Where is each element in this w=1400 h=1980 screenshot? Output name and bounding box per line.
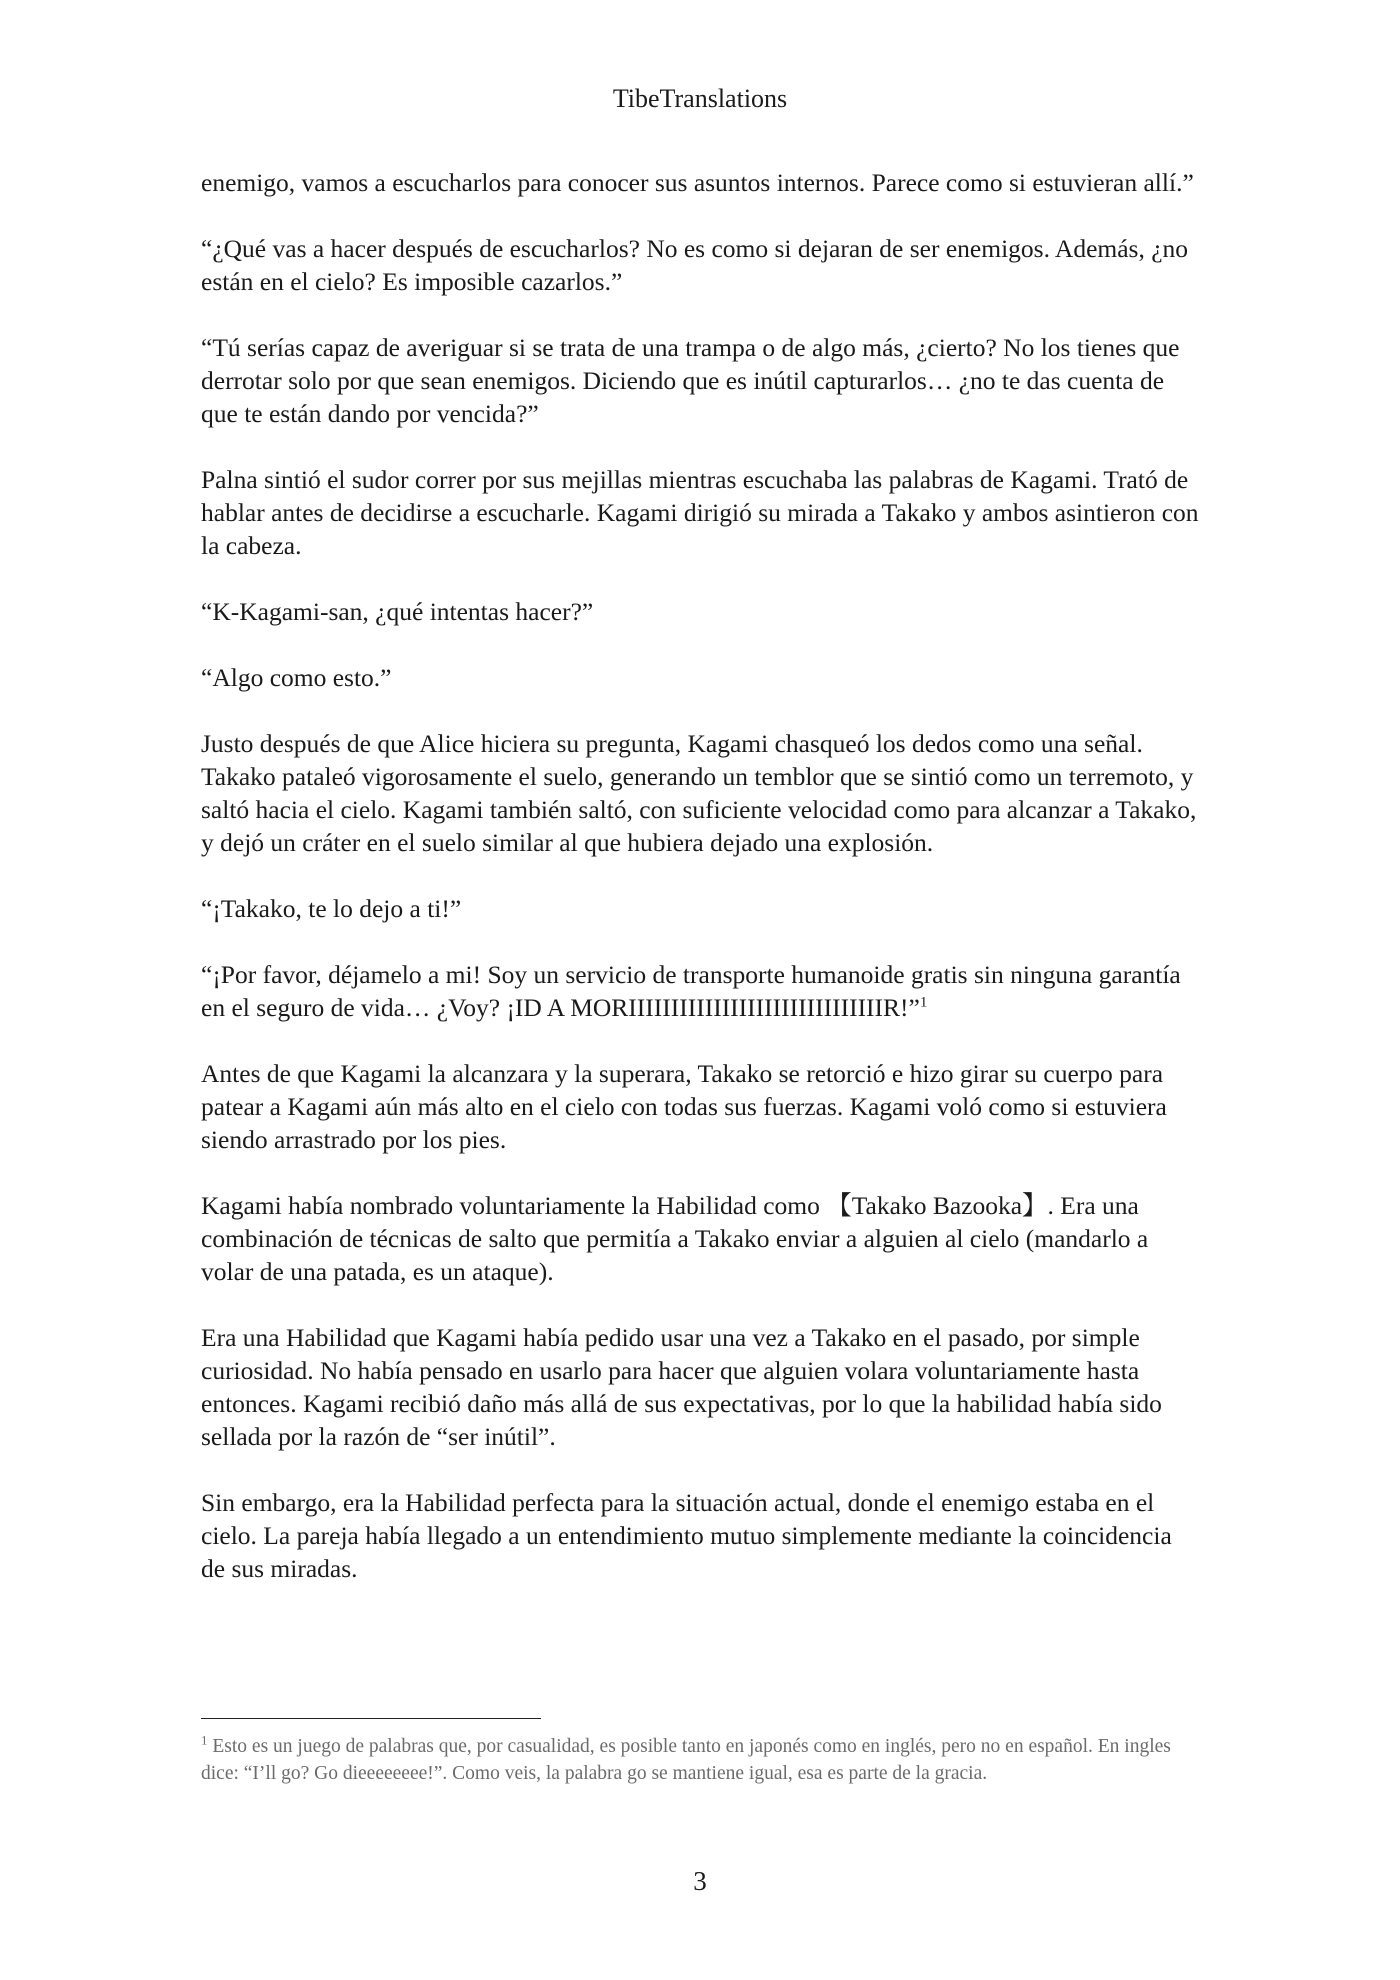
footnote (201, 1733, 1201, 1787)
paragraph: enemigo, vamos a escucharlos para conocer sus asuntos internos. Parece como si estuvieran allí.” (201, 168, 1194, 197)
paragraph: Sin embargo, era la Habilidad perfecta para la situación actual, donde el enemigo estaba en el cielo. La pareja había llegado a un entendimiento mutuo simplemente mediante la coincidencia de sus miradas. (201, 1488, 1172, 1583)
footnote-number: 1 (201, 1732, 208, 1748)
paragraph-text: “¡Por favor, déjamelo a mi! Soy un servicio de transporte humanoide gratis sin ninguna garantía en el seguro de vida… ¿Voy? ¡ID A MORIIIIIIIIIIIIIIIIIIIIIIIIIIIIIIR!” (201, 960, 1181, 1022)
paragraph: “Algo como esto.” (201, 663, 392, 692)
paragraph: Antes de que Kagami la alcanzara y la superara, Takako se retorció e hizo girar su cuerpo para patear a Kagami aún más alto en el cielo con todas sus fuerzas. Kagami voló como si estuviera siendo arrastrado por los pies. (201, 1059, 1167, 1154)
paragraph: Kagami había nombrado voluntariamente la Habilidad como 【Takako Bazooka】. Era una combinación de técnicas de salto que permitía a Takako enviar a alguien al cielo (mandarlo a volar de una patada, es un ataque). (201, 1191, 1149, 1286)
page-header: TibeTranslations (612, 84, 788, 113)
paragraph: “K-Kagami-san, ¿qué intentas hacer?” (201, 597, 594, 626)
footnote-text: Esto es un juego de palabras que, por casualidad, es posible tanto en japonés como en inglés, pero no en español. En ingles dice: “I’ll go? Go dieeeeeeee!”. Como veis, la palabra go se mantiene igual, esa es parte de la gracia. (201, 1736, 1171, 1784)
paragraph: Justo después de que Alice hiciera su pregunta, Kagami chasqueó los dedos como una señal. Takako pataleó vigorosamente el suelo, generando un temblor que se sintió como un terremoto, y saltó hacia el cielo. Kagami también saltó, con suficiente velocidad como para alcanzar a Takako, y dejó un cráter en el suelo similar al que hubiera dejado una explosión. (201, 729, 1197, 857)
paragraph: Era una Habilidad que Kagami había pedido usar una vez a Takako en el pasado, por simple curiosidad. No había pensado en usarlo para hacer que alguien volara voluntariamente hasta entonces. Kagami recibió daño más allá de sus expectativas, por lo que la habilidad había sido sellada por la razón de “ser inútil”. (201, 1323, 1162, 1451)
paragraph: “Tú serías capaz de averiguar si se trata de una trampa o de algo más, ¿cierto? No los tienes que derrotar solo por que sean enemigos. Diciendo que es inútil capturarlos… ¿no te das cuenta de que te están dando por vencida?” (201, 333, 1180, 428)
paragraph: “¡Takako, te lo dejo a ti!” (201, 894, 462, 923)
paragraph-with-footnote (201, 958, 1201, 1024)
paragraph: “¿Qué vas a hacer después de escucharlos? No es como si dejaran de ser enemigos. Además, ¿no están en el cielo? Es imposible cazarlos.” (201, 234, 1189, 296)
page-number: 3 (693, 1866, 707, 1896)
footnote-divider (201, 1718, 541, 1719)
footnote-reference[interactable]: 1 (919, 994, 928, 1011)
paragraph: Palna sintió el sudor correr por sus mejillas mientras escuchaba las palabras de Kagami. Trató de hablar antes de decidirse a escucharle. Kagami dirigió su mirada a Takako y ambos asintieron con la cabeza. (201, 465, 1199, 560)
body-text (201, 166, 1201, 1618)
